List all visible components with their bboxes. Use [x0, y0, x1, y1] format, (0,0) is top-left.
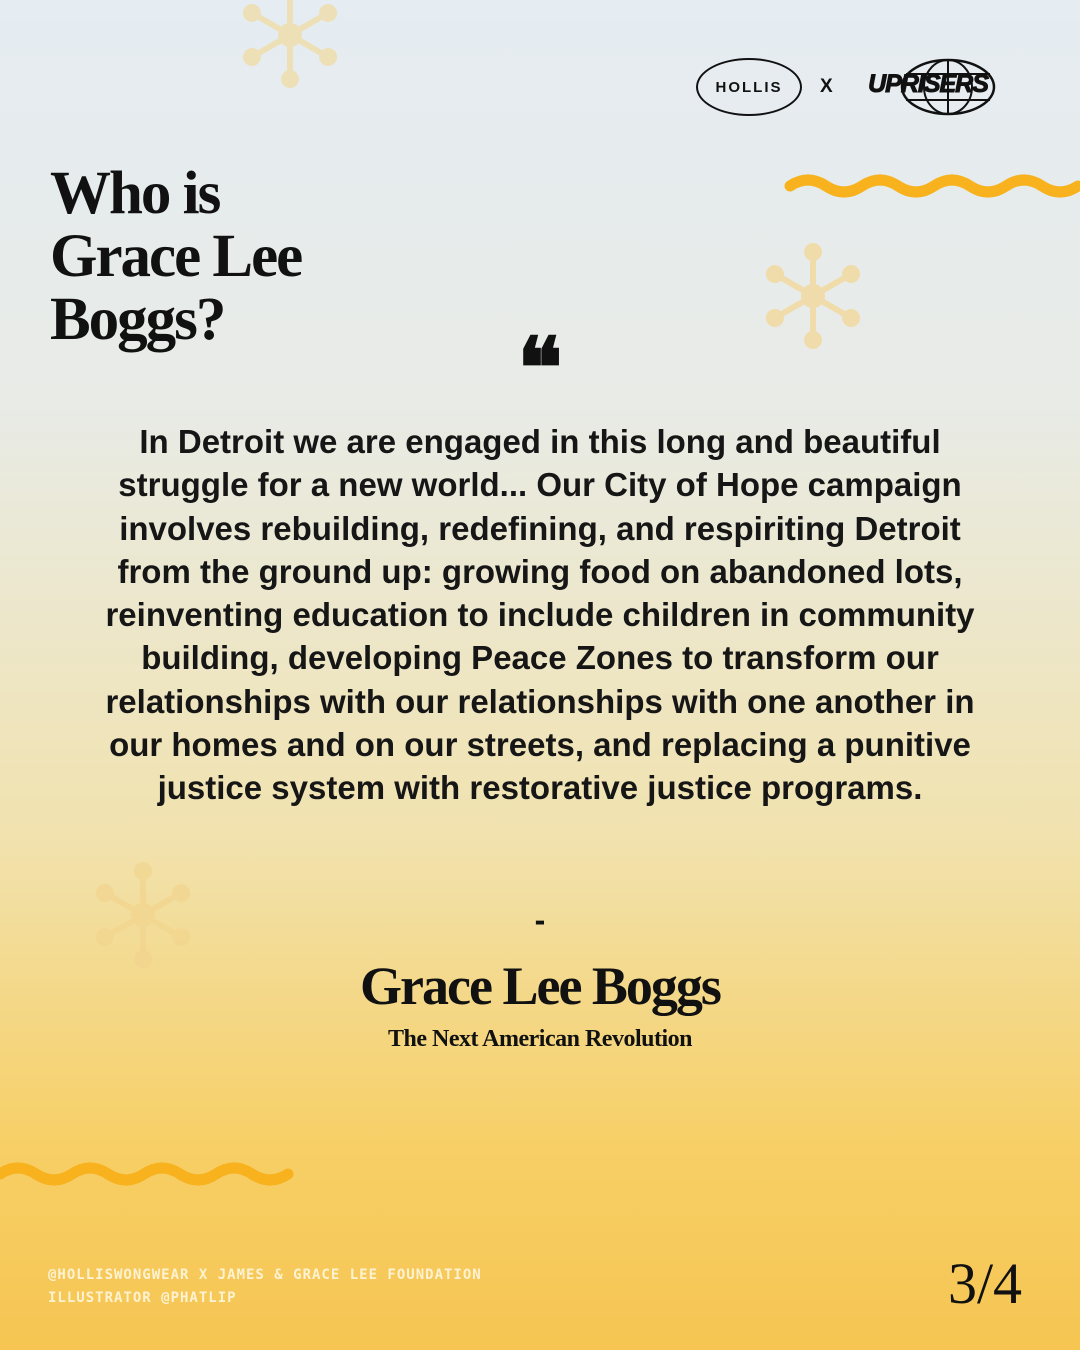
credits: [48, 1264, 482, 1310]
quote-mark-icon: ❝: [517, 323, 563, 416]
flower-icon: [88, 860, 198, 970]
credit-line-1: @HOLLISWONGWEAR X JAMES & GRACE LEE FOUNDATION: [48, 1267, 482, 1283]
page-indicator: 3/4: [947, 1251, 1023, 1316]
wave-decoration-bottom: [0, 1160, 290, 1196]
book-title: The Next American Revolution: [388, 1026, 692, 1052]
collab-separator: X: [820, 76, 833, 97]
hollis-logo-text: HOLLIS: [715, 78, 783, 96]
quote-text: In Detroit we are engaged in this long and beautiful struggle for a new world... Our City of Hope campaign involves rebuilding, redefining, and respiriting Detroit from the ground up: growing food on abandoned lots, reinventing education to include children in community building, developing Peace Zones to transform our relationships with our relationships with one another in our homes and on our streets, and replacing a punitive justice system with restorative justice programs.: [105, 423, 975, 807]
flower-icon: [235, 0, 345, 90]
page-title: Who is Grace Lee Boggs?: [50, 160, 302, 353]
credit-line-2: ILLUSTRATOR @PHATLIP: [48, 1290, 237, 1306]
uprisers-logo: UPRISERS: [868, 70, 988, 98]
hollis-logo: [696, 58, 802, 116]
flower-icon: [758, 241, 868, 351]
attribution-dash: -: [534, 902, 546, 938]
quote-author: Grace Lee Boggs: [360, 956, 720, 1016]
wave-decoration-top: [790, 172, 1080, 208]
